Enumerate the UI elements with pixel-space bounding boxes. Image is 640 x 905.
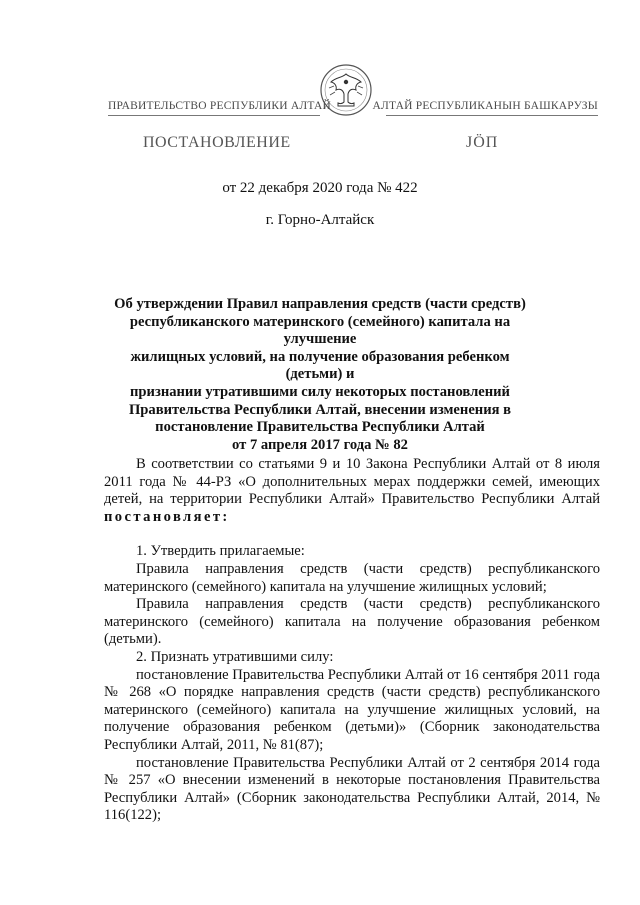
title-line: от 7 апреля 2017 года № 82	[232, 436, 408, 453]
item-paragraph: Правила направления средств (части средств) республиканского материнского (семейного) капитала на улучшение жилищных условий;	[104, 560, 600, 595]
preamble-text: В соответствии со статьями 9 и 10 Закона Республики Алтай от 8 июля 2011 года № 44-РЗ «О дополнительных мерах поддержки семей, имеющих детей, на территории Республики Алтай» Правительство Республики Алтай	[104, 456, 600, 508]
header-rule-left	[108, 115, 320, 116]
title-line: Правительства Республики Алтай, внесении изменения в	[128, 401, 512, 418]
decree-word: постановляет:	[104, 508, 230, 525]
document-header	[108, 62, 598, 118]
document-city: г. Горно-Алтайск	[265, 212, 375, 228]
document-body	[104, 456, 600, 825]
document-title	[110, 296, 530, 454]
title-line: жилищных условий, на получение образования ребенком (детьми) и	[130, 348, 510, 383]
government-name-altai: АЛТАЙ РЕСПУБЛИКАНЫН БАШКАРУЗЫ	[372, 100, 598, 112]
item-paragraph: 1. Утвердить прилагаемые:	[136, 543, 305, 560]
title-line: Об утверждении Правил направления средств (части средств)	[114, 296, 526, 312]
item-paragraph: постановление Правительства Республики Алтай от 2 сентября 2014 года № 257 «О внесении изменений в некоторые постановления Правительства Республики Алтай» (Сборник законодательства Республики Алтай, 2014, № 116(122);	[104, 754, 600, 824]
document-type-altai: ЈӦП	[466, 134, 499, 151]
preamble-paragraph	[104, 456, 600, 526]
title-line: признании утратившими силу некоторых постановлений	[130, 383, 510, 400]
title-line: постановление Правительства Республики Алтай	[155, 419, 485, 436]
government-name-ru: ПРАВИТЕЛЬСТВО РЕСПУБЛИКИ АЛТАЙ	[108, 100, 332, 112]
header-rule-right	[386, 115, 598, 116]
document-type-ru: ПОСТАНОВЛЕНИЕ	[143, 134, 291, 151]
item-paragraph: Правила направления средств (части средств) республиканского материнского (семейного) капитала на получение образования ребенком (детьми).	[104, 596, 600, 648]
title-line: республиканского материнского (семейного) капитала на улучшение	[129, 313, 511, 348]
item-paragraph: постановление Правительства Республики Алтай от 16 сентября 2011 года № 268 «О порядке направления средств (части средств) республиканского материнского (семейного) капитала на улучшение жилищных условий, на получение образования ребенком (детьми)» (Сборник законодательства Республики Алтай, 2011, № 81(87);	[104, 666, 600, 753]
document-date-number: от 22 декабря 2020 года № 422	[222, 180, 418, 196]
item-paragraph: 2. Признать утратившими силу:	[136, 648, 334, 665]
